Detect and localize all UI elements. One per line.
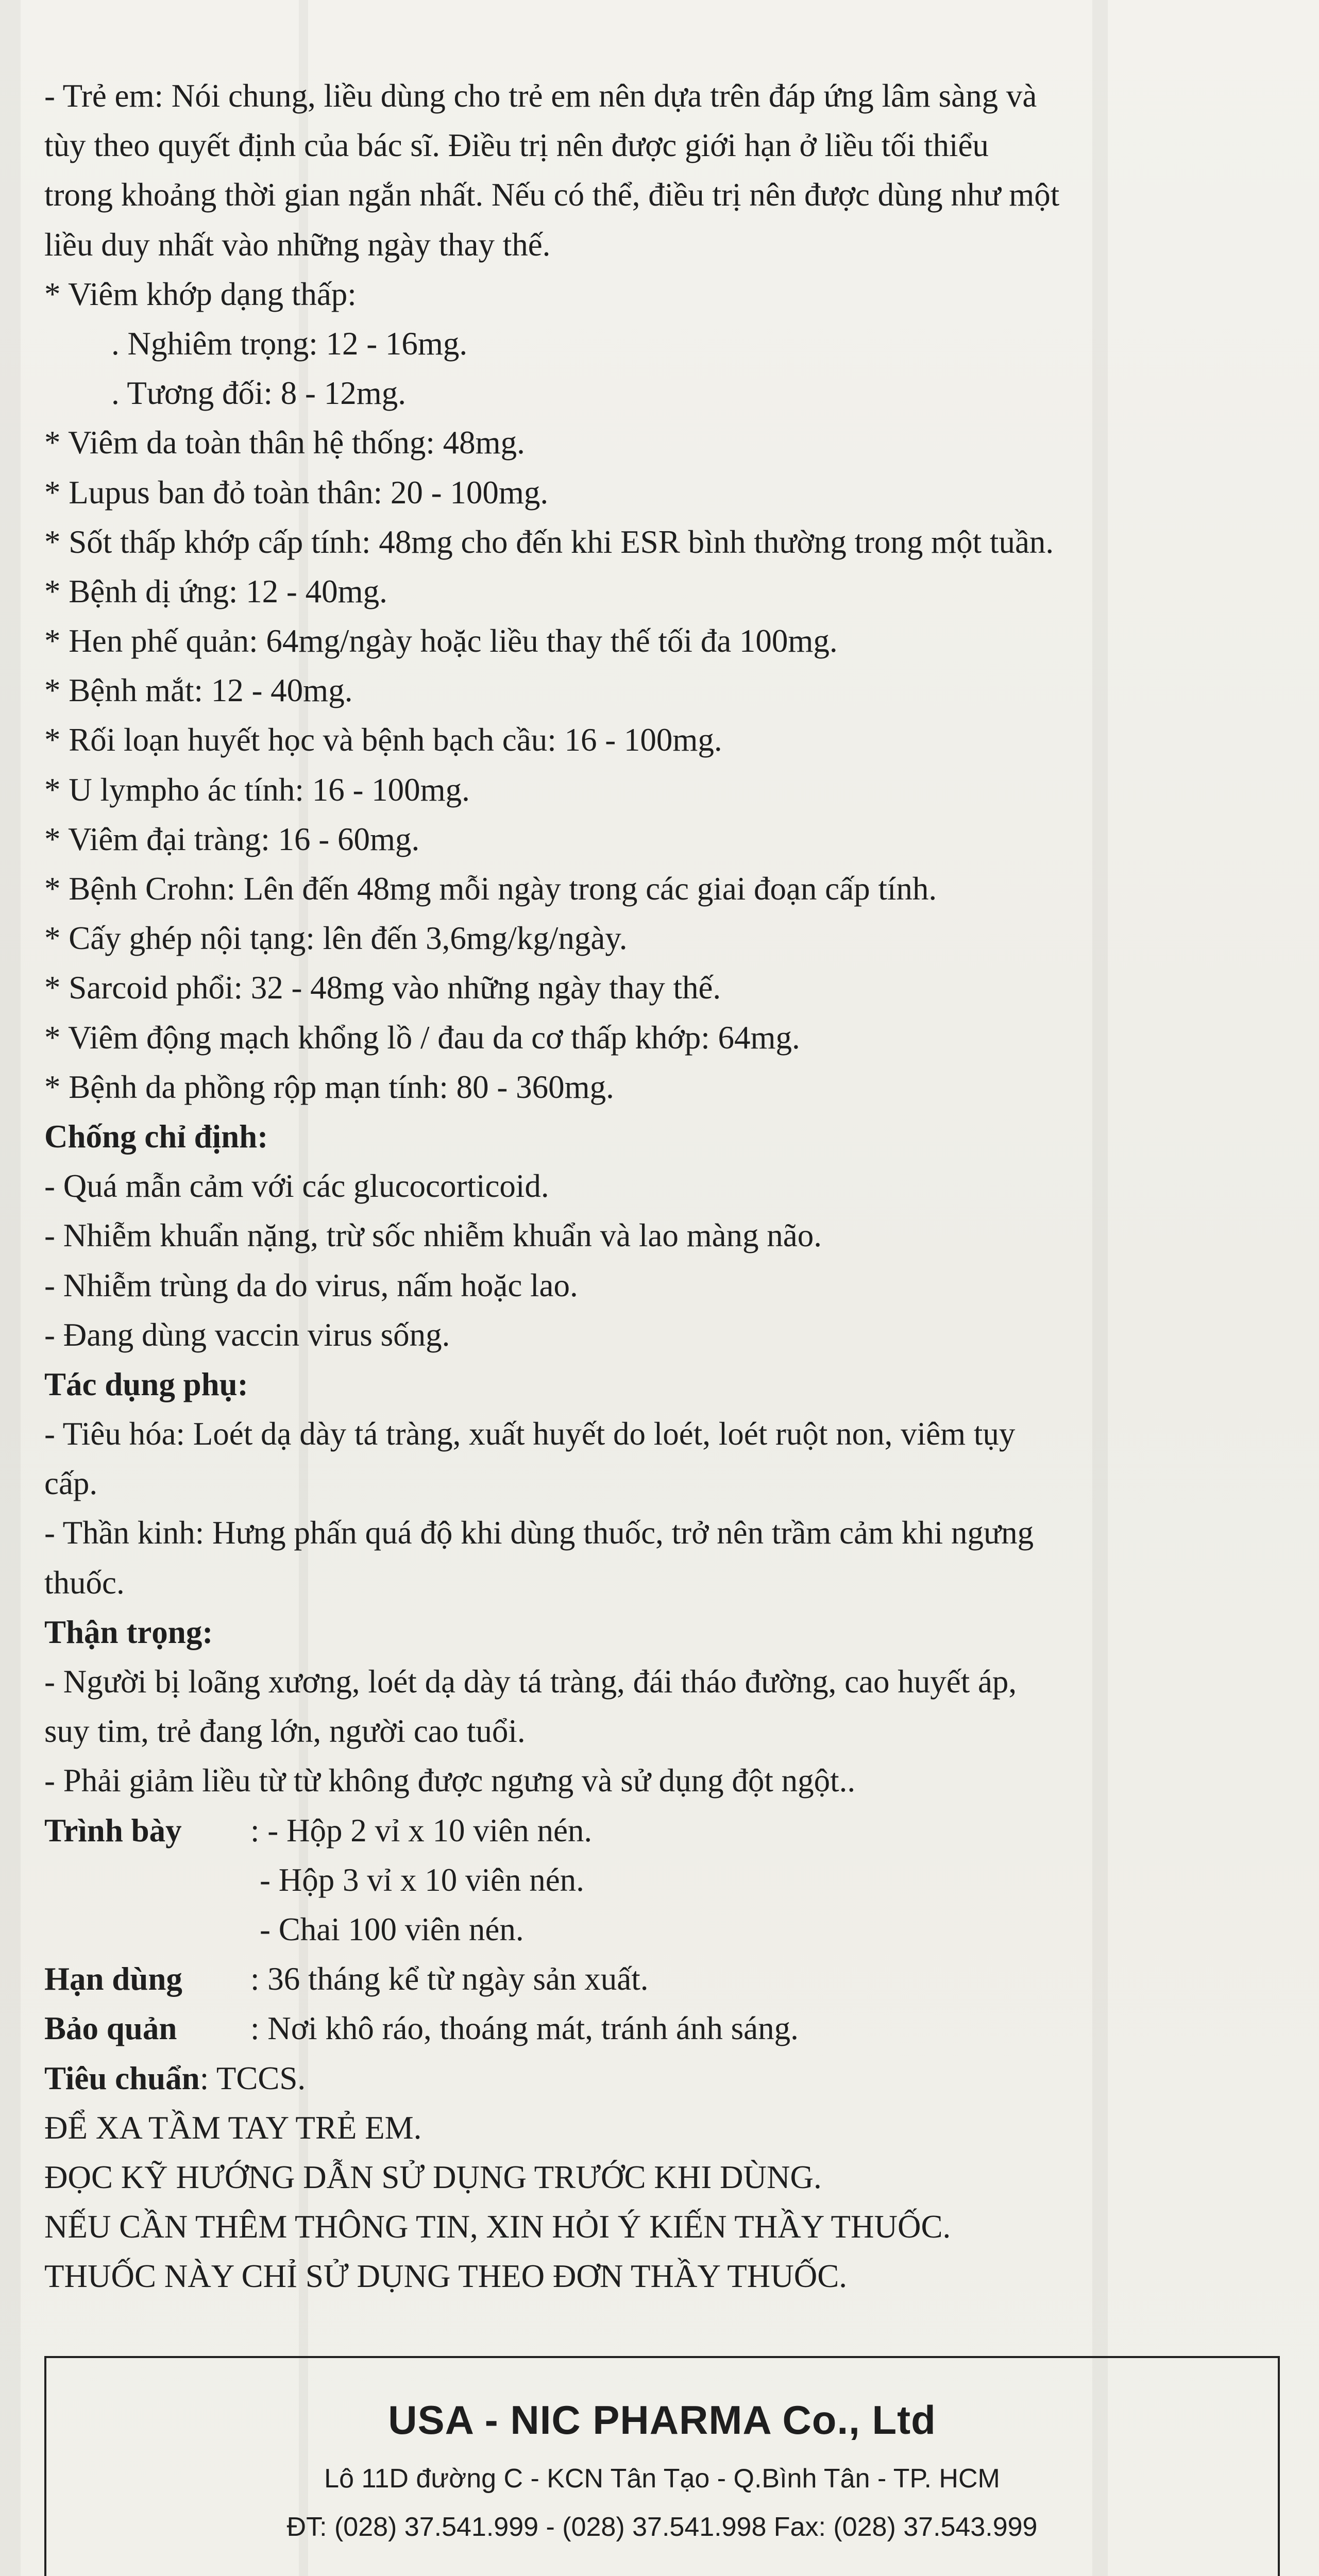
side-effect-line: - Tiêu hóa: Loét dạ dày tá tràng, xuất huyết do loét, loét ruột non, viêm tụy <box>44 1416 1016 1452</box>
company-address: Lô 11D đường C - KCN Tân Tạo - Q.Bình Tân - TP. HCM <box>324 2464 1000 2494</box>
presentation-item: - Hộp 3 vỉ x 10 viên nén. <box>260 1861 584 1898</box>
presentation-item: - Chai 100 viên nén. <box>260 1911 524 1947</box>
indication-item: * Bệnh da phồng rộp mạn tính: 80 - 360mg. <box>44 1069 614 1105</box>
indication-item: * Sốt thấp khớp cấp tính: 48mg cho đến khi ESR bình thường trong một tuần. <box>44 523 1054 560</box>
text-line: liều duy nhất vào những ngày thay thế. <box>44 226 551 263</box>
indication-item: * Bệnh dị ứng: 12 - 40mg. <box>44 573 387 609</box>
indication-list <box>44 418 1281 1112</box>
warning-line: ĐỂ XA TẦM TAY TRẺ EM. <box>44 2109 422 2146</box>
warnings-section <box>44 2103 1281 2301</box>
precautions-section <box>44 1607 1281 1806</box>
manufacturer-box <box>44 2356 1280 2576</box>
ra-title: * Viêm khớp dạng thấp: <box>44 276 357 312</box>
contraindication-item: - Quá mẫn cảm với các glucocorticoid. <box>44 1168 549 1205</box>
contraindications-section <box>44 1112 1281 1360</box>
side-effect-line: thuốc. <box>44 1564 125 1601</box>
presentation-value: : - Hộp 2 vỉ x 10 viên nén. <box>250 1812 593 1849</box>
precaution-line: - Người bị loãng xương, loét dạ dày tá tràng, đái tháo đường, cao huyết áp, <box>44 1664 1017 1700</box>
dosage-children <box>44 71 1281 269</box>
fold-shadow-left <box>0 0 21 2576</box>
text-line: - Trẻ em: Nói chung, liều dùng cho trẻ em nên dựa trên đáp ứng lâm sàng và <box>44 78 1037 114</box>
side-effects-heading: Tác dụng phụ: <box>44 1366 248 1402</box>
presentation-row <box>44 1806 1281 1855</box>
side-effect-line: cấp. <box>44 1465 98 1502</box>
indication-item: * Viêm động mạch khổng lồ / đau da cơ thấp khớp: 64mg. <box>44 1019 800 1056</box>
company-phones: ĐT: (028) 37.541.999 - (028) 37.541.998 Fax: (028) 37.543.999 <box>286 2512 1038 2542</box>
indication-item: * Bệnh mắt: 12 - 40mg. <box>44 672 353 709</box>
shelf-life-value: : 36 tháng kể từ ngày sản xuất. <box>250 1961 649 1997</box>
indication-item: * Viêm đại tràng: 16 - 60mg. <box>44 821 420 857</box>
contraindication-item: - Đang dùng vaccin virus sống. <box>44 1316 450 1353</box>
storage-label: Bảo quản <box>44 2010 177 2047</box>
indication-item: * Sarcoid phổi: 32 - 48mg vào những ngày thay thế. <box>44 970 721 1006</box>
leaflet-text <box>44 71 1281 2301</box>
storage-row <box>44 2004 1281 2053</box>
indication-item: * Viêm da toàn thân hệ thống: 48mg. <box>44 425 525 461</box>
contraindication-item: - Nhiễm trùng da do virus, nấm hoặc lao. <box>44 1267 578 1303</box>
standard-value: : TCCS. <box>199 2060 306 2096</box>
indication-item: * Rối loạn huyết học và bệnh bạch cầu: 16 - 100mg. <box>44 722 722 758</box>
indication-item: * Lupus ban đỏ toàn thân: 20 - 100mg. <box>44 474 549 511</box>
text-line: tùy theo quyết định của bác sĩ. Điều trị nên được giới hạn ở liều tối thiểu <box>44 127 989 164</box>
presentation-label: Trình bày <box>44 1812 182 1849</box>
precautions-heading: Thận trọng: <box>44 1614 213 1650</box>
indication-item: * Bệnh Crohn: Lên đến 48mg mỗi ngày trong các giai đoạn cấp tính. <box>44 871 937 907</box>
warning-line: ĐỌC KỸ HƯỚNG DẪN SỬ DỤNG TRƯỚC KHI DÙNG. <box>44 2159 822 2195</box>
indication-item: * U lympho ác tính: 16 - 100mg. <box>44 771 470 808</box>
shelf-life-row <box>44 1954 1281 2004</box>
precaution-line: - Phải giảm liều từ từ không được ngưng và sử dụng đột ngột.. <box>44 1762 856 1799</box>
ra-item: . Tương đối: 8 - 12mg. <box>111 375 407 412</box>
standard-label: Tiêu chuẩn <box>44 2060 200 2096</box>
storage-value: : Nơi khô ráo, thoáng mát, tránh ánh sáng. <box>250 2010 799 2047</box>
warning-line: THUỐC NÀY CHỈ SỬ DỤNG THEO ĐƠN THẦY THUỐC. <box>44 2258 847 2295</box>
shelf-life-label: Hạn dùng <box>44 1961 182 1997</box>
standard-row <box>44 2054 1281 2103</box>
contraindication-item: - Nhiễm khuẩn nặng, trừ sốc nhiễm khuẩn và lao màng não. <box>44 1217 822 1254</box>
indication-item: * Cấy ghép nội tạng: lên đến 3,6mg/kg/ngày. <box>44 920 628 957</box>
text-line: trong khoảng thời gian ngắn nhất. Nếu có thể, điều trị nên được dùng như một <box>44 177 1060 213</box>
ra-item: . Nghiêm trọng: 12 - 16mg. <box>111 325 468 362</box>
precaution-line: suy tim, trẻ đang lớn, người cao tuổi. <box>44 1713 526 1750</box>
company-name: USA - NIC PHARMA Co., Ltd <box>388 2397 936 2443</box>
side-effect-line: - Thần kinh: Hưng phấn quá độ khi dùng thuốc, trở nên trầm cảm khi ngưng <box>44 1515 1034 1551</box>
contraindications-heading: Chống chỉ định: <box>44 1118 268 1155</box>
indication-item: * Hen phế quản: 64mg/ngày hoặc liều thay thế tối đa 100mg. <box>44 623 838 659</box>
presentation-section <box>44 1806 1281 1955</box>
warning-line: NẾU CẦN THÊM THÔNG TIN, XIN HỎI Ý KIẾN THẦY THUỐC. <box>44 2209 951 2245</box>
side-effects-section <box>44 1360 1281 1607</box>
